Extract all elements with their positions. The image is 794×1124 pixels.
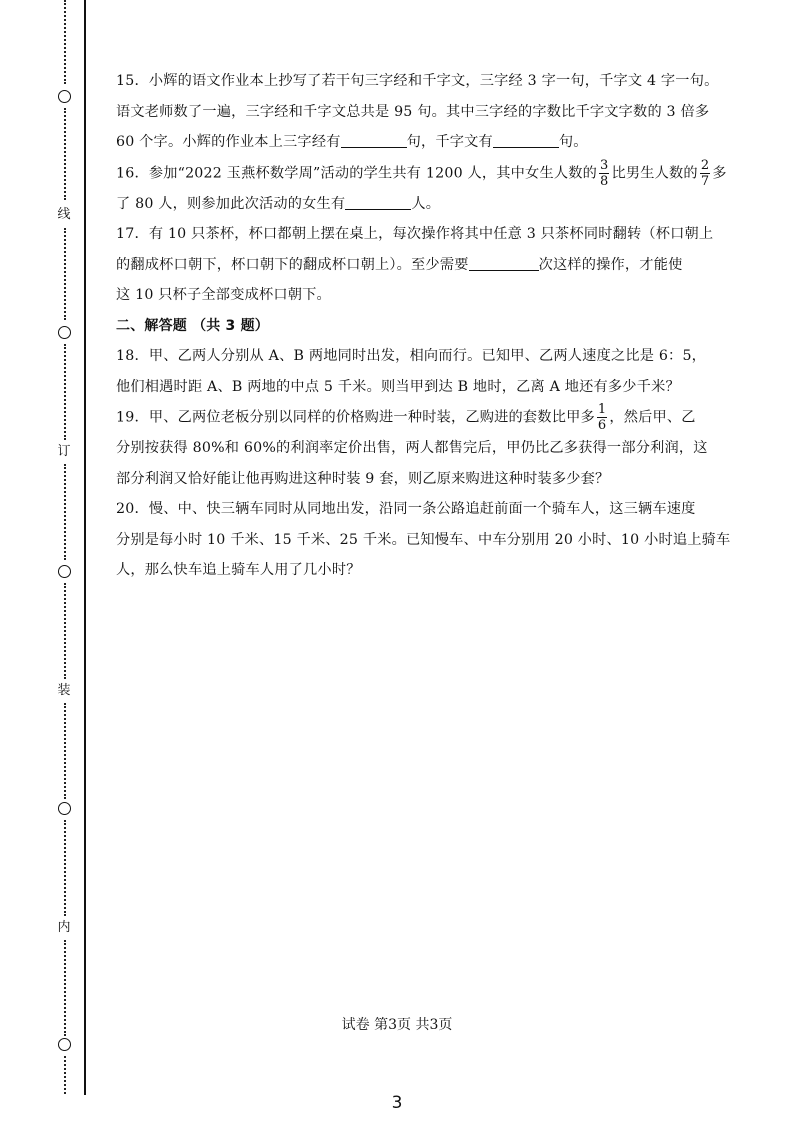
margin-char-xian: 线 — [57, 207, 71, 222]
margin-rule — [84, 0, 86, 1095]
dotted-line — [64, 1056, 68, 1094]
question-15 — [116, 66, 719, 158]
q15-line-1: 15．小辉的语文作业本上抄写了若干句三字经和千字文，三字经 3 字一句，千字文 4 字一句。 — [116, 73, 719, 89]
dotted-line — [64, 464, 68, 560]
fraction-1-6 — [597, 402, 607, 433]
binding-ring — [58, 326, 71, 339]
dotted-line — [64, 583, 68, 679]
q17-line-2 — [116, 250, 683, 281]
q19-text-b: ，然后甲、乙 — [609, 409, 696, 426]
question-18 — [116, 341, 707, 402]
dotted-line — [64, 228, 68, 320]
q15-text-c: 句。 — [558, 134, 588, 150]
q16-text-e: 人。 — [411, 195, 441, 212]
binding-ring — [58, 1038, 71, 1051]
q19-line-1 — [116, 402, 696, 433]
answer-blank — [345, 193, 411, 210]
fraction-numerator: 1 — [597, 402, 607, 417]
question-20 — [116, 494, 731, 586]
q18-line-1: 18．甲、乙两人分别从 A、B 两地同时出发，相向而行。已知甲、乙两人速度之比是 6：5， — [116, 348, 707, 364]
page-number: 3 — [391, 1093, 403, 1113]
q15-text-a: 60 个字。小辉的作业本上三字经有 — [116, 134, 341, 150]
binding-ring — [58, 565, 71, 578]
q19-line-2: 分别按获得 80%和 60%的利润率定价出售，两人都售完后，甲仍比乙多获得一部分利润，这 — [116, 440, 708, 456]
q16-line-2 — [116, 189, 676, 220]
dotted-line — [64, 0, 68, 84]
fraction-denominator: 6 — [597, 418, 607, 433]
q15-line-3 — [116, 127, 676, 158]
question-19 — [116, 402, 708, 494]
binding-ring — [58, 802, 71, 815]
q16-text-a: 16．参加“2022 玉燕杯数学周”活动的学生共有 1200 人，其中女生人数的 — [116, 165, 597, 181]
q16-text-b: 比男生人数的 — [611, 165, 698, 181]
exam-content — [116, 66, 731, 586]
q15-text-b: 句，千字文有 — [406, 134, 493, 150]
page-footer: 试卷 第3页 共3页 — [341, 1017, 453, 1033]
fraction-denominator: 7 — [700, 173, 710, 189]
question-16 — [116, 157, 727, 220]
q19-line-3: 部分利润又恰好能让他再购进这种时装 9 套，则乙原来购进这种时装多少套？ — [116, 470, 610, 487]
q17-line-3: 这 10 只杯子全部变成杯口朝下。 — [116, 287, 331, 303]
q17-text-a: 的翻成杯口朝下，杯口朝下的翻成杯口朝上）。至少需要 — [116, 256, 469, 273]
margin-char-zhuang: 装 — [57, 683, 71, 698]
question-17 — [116, 219, 714, 311]
fraction-numerator: 2 — [700, 157, 710, 173]
q15-line-2: 语文老师数了一遍，三字经和千字文总共是 95 句。其中三字经的字数比千字文字数的 3 倍多 — [116, 103, 710, 120]
q20-line-1: 20．慢、中、快三辆车同时从同地出发，沿同一条公路追赶前面一个骑车人，这三辆车速度 — [116, 501, 696, 517]
dotted-line — [64, 820, 68, 916]
fraction-3-8 — [599, 158, 609, 189]
q19-text-a: 19．甲、乙两位老板分别以同样的价格购进一种时装，乙购进的套数比甲多 — [116, 409, 595, 426]
q17-line-1: 17．有 10 只茶杯，杯口都朝上摆在桌上，每次操作将其中任意 3 只茶杯同时翻转（杯口朝上 — [116, 226, 714, 242]
q18-line-2: 他们相遇时距 A、B 两地的中点 5 千米。则当甲到达 B 地时，乙离 A 地还有多少千米？ — [116, 378, 680, 395]
q16-line-1 — [116, 157, 727, 189]
q20-line-2: 分别是每小时 10 千米、15 千米、25 千米。已知慢车、中车分别用 20 小时、10 小时追上骑车 — [116, 531, 731, 548]
answer-blank — [493, 131, 559, 148]
q20-line-3: 人，那么快车追上骑车人用了几小时？ — [116, 562, 361, 578]
answer-blank — [469, 254, 539, 271]
dotted-line — [64, 703, 68, 799]
answer-blank — [341, 131, 407, 148]
fraction-denominator: 8 — [600, 173, 609, 189]
fraction-2-7 — [700, 158, 710, 189]
dotted-line — [64, 108, 68, 200]
section-heading: 二、解答题 （共 3 题） — [116, 317, 269, 334]
margin-char-ding: 订 — [57, 444, 71, 459]
q17-text-b: 次这样的操作，才能使 — [538, 256, 683, 273]
binding-ring — [58, 90, 71, 103]
q16-text-c: 多 — [712, 165, 727, 181]
fraction-numerator: 3 — [600, 157, 609, 173]
dotted-line — [64, 344, 68, 440]
q16-text-d: 了 80 人，则参加此次活动的女生有 — [116, 195, 346, 212]
margin-char-nei: 内 — [57, 920, 71, 935]
